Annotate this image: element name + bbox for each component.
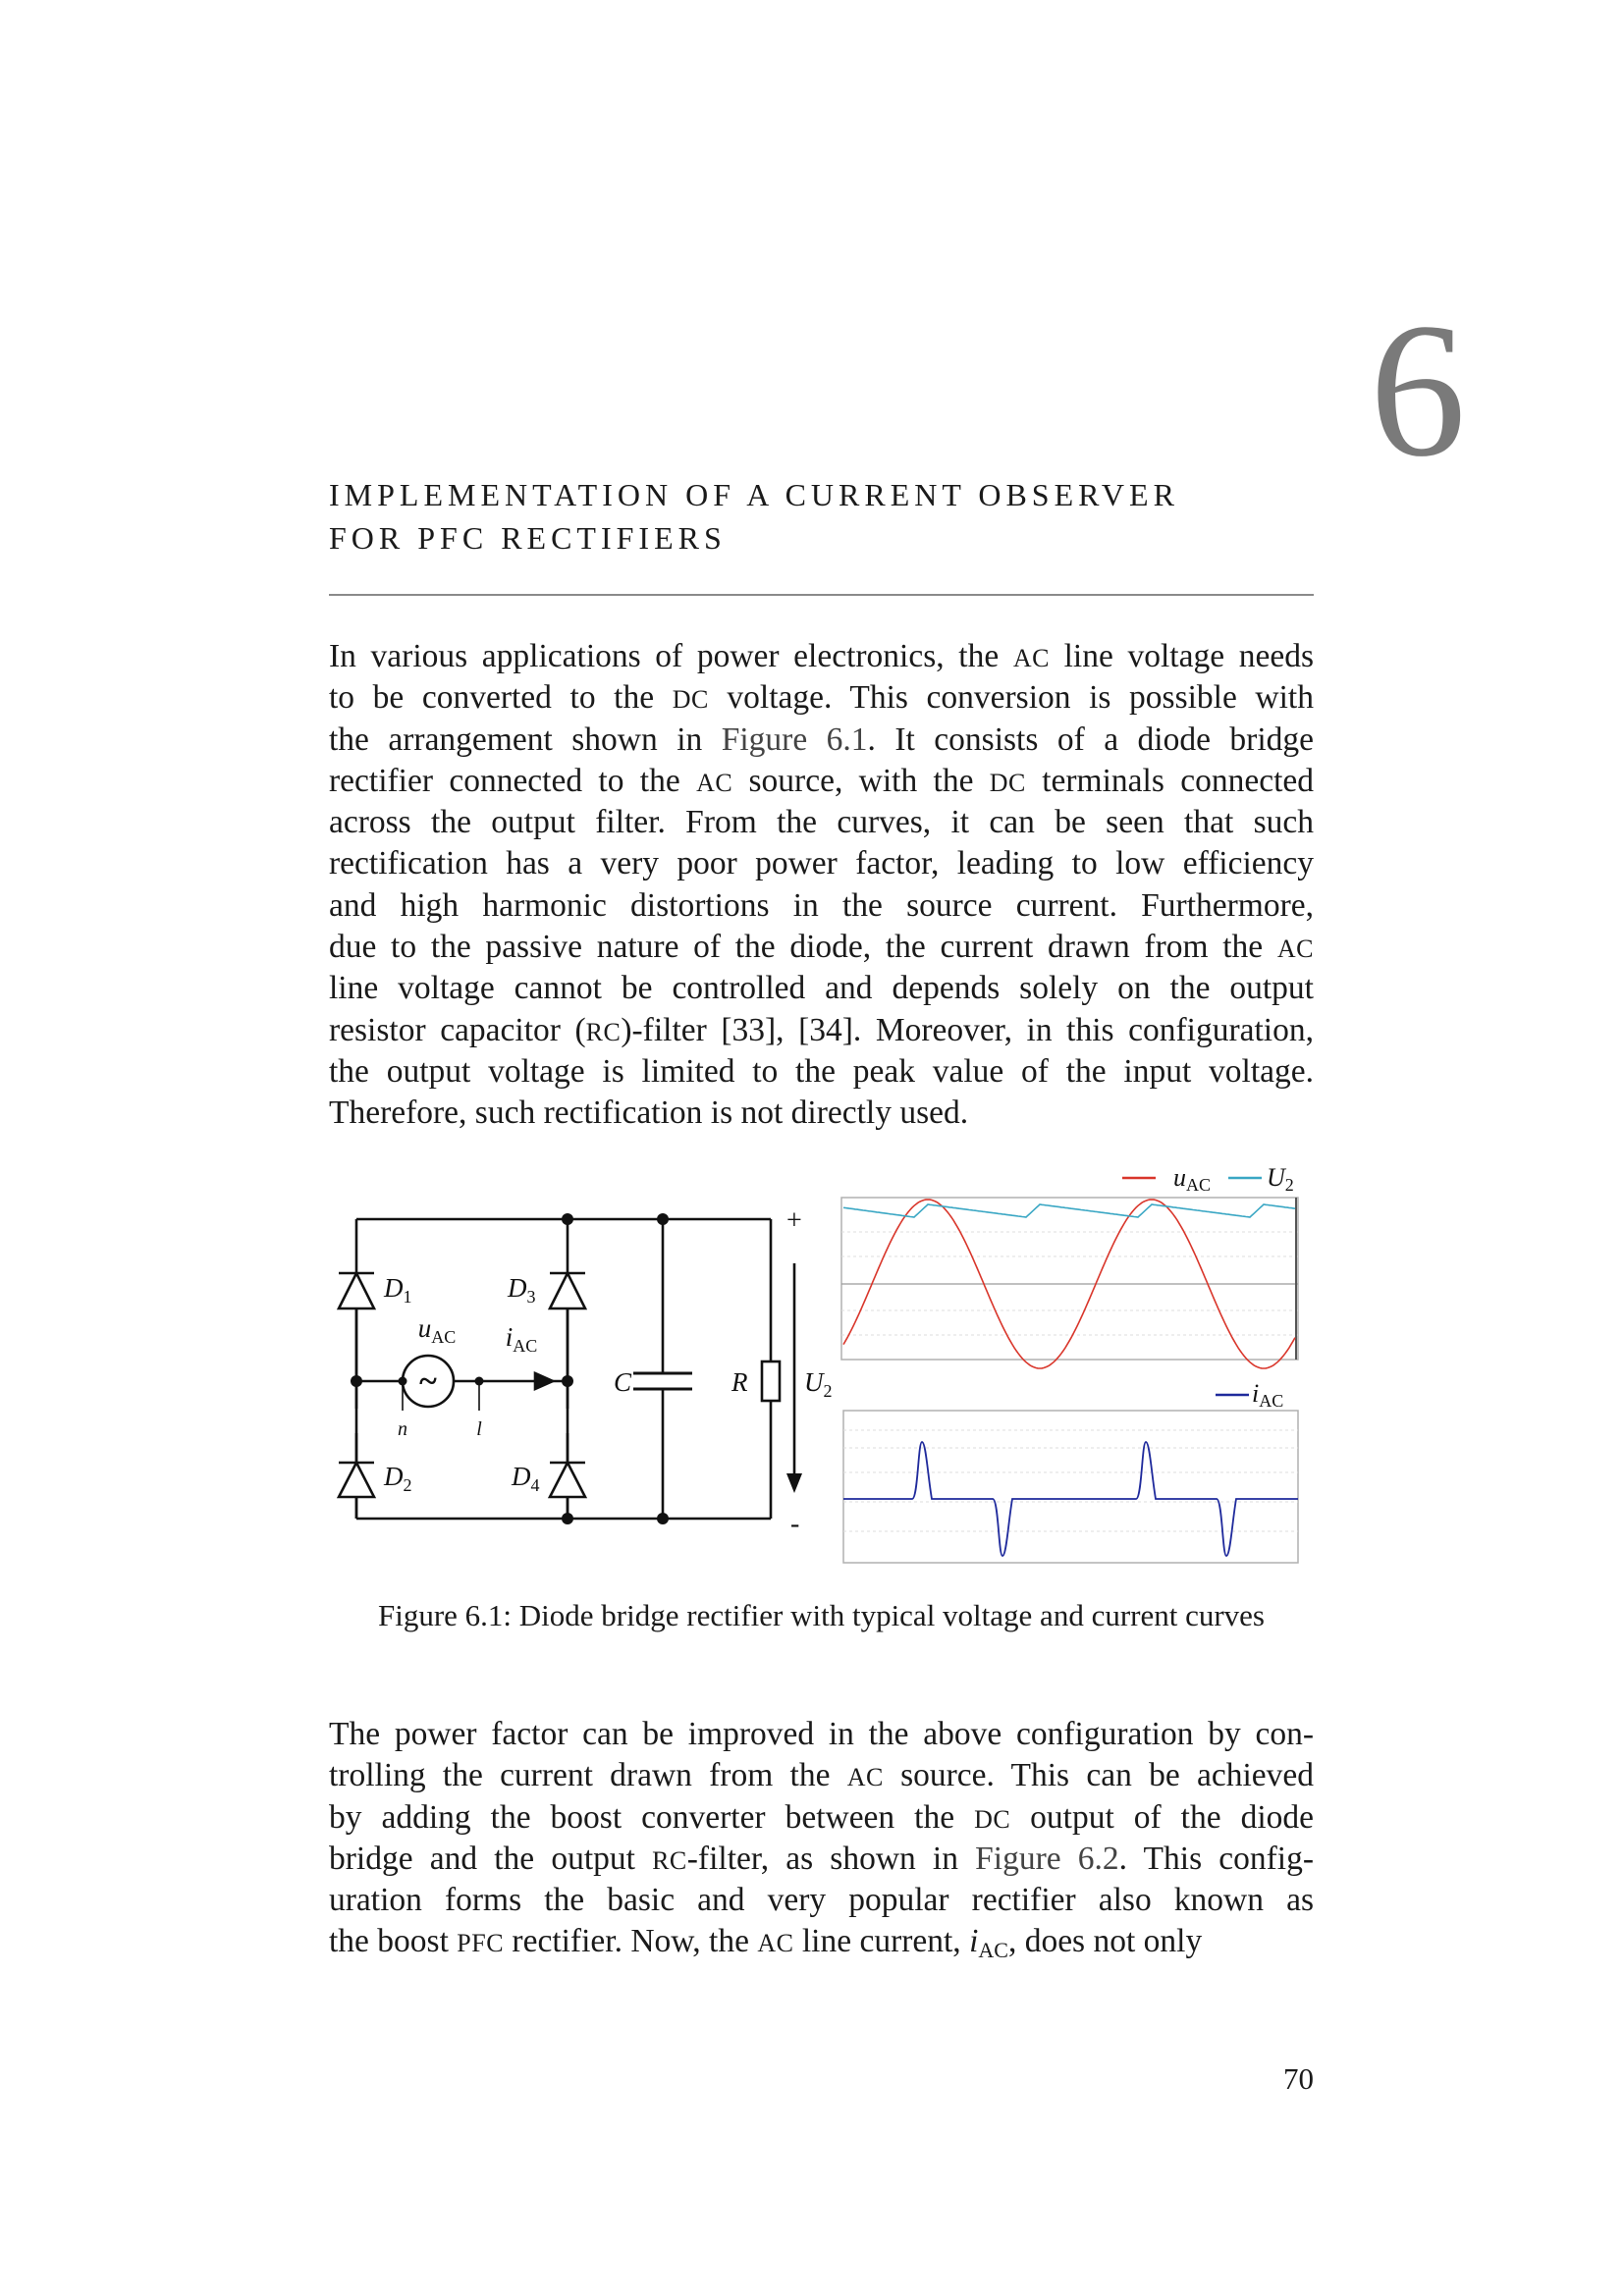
text-line: the boost PFC rectifier. Now, the AC line current, iAC, does not only bbox=[329, 1923, 1203, 1963]
label-node-n: n bbox=[398, 1418, 407, 1440]
text-line: the output voltage is limited to the peak value of the input voltage. bbox=[329, 1052, 1314, 1090]
text-line: the arrangement shown in Figure 6.1. It consists of a diode bridge bbox=[329, 721, 1315, 758]
diode-d1 bbox=[339, 1273, 374, 1308]
circuit-diagram bbox=[339, 1219, 794, 1519]
figure-reference-link[interactable]: Figure 6.2 bbox=[975, 1840, 1119, 1877]
label-resistor: R bbox=[731, 1367, 748, 1397]
text-line: resistor capacitor (RC)-filter [33], [34]. Moreover, in this configuration, bbox=[329, 1011, 1314, 1048]
label-d1: $D_1$ bbox=[384, 1273, 412, 1307]
text-line: rectification has a very poor power factor, leading to low efficiency bbox=[329, 845, 1314, 882]
text-line: due to the passive nature of the diode, the current drawn from the AC bbox=[329, 929, 1314, 966]
label-plus: + bbox=[786, 1205, 802, 1236]
plot-voltage-frame bbox=[841, 1198, 1298, 1360]
legend-uac-label: uAC bbox=[1173, 1163, 1212, 1195]
current-arrow-icon bbox=[535, 1373, 553, 1389]
diode-d3 bbox=[550, 1273, 585, 1308]
paragraph-1 bbox=[329, 636, 1314, 1135]
chapter-title-line-2: FOR PFC RECTIFIERS bbox=[329, 520, 727, 556]
figure-reference-link[interactable]: Figure 6.1 bbox=[721, 721, 868, 758]
figure-caption: Figure 6.1: Diode bridge rectifier with typical voltage and current curves bbox=[378, 1598, 1265, 1632]
sine-source-icon: ~ bbox=[419, 1363, 437, 1400]
text-line: line voltage cannot be controlled and depends solely on the output bbox=[329, 970, 1314, 1007]
label-capacitor: C bbox=[614, 1367, 632, 1397]
label-d2: $D_2$ bbox=[384, 1462, 412, 1495]
text-line: across the output filter. From the curves, it can be seen that such bbox=[329, 804, 1314, 841]
text-line: and high harmonic distortions in the source current. Furthermore, bbox=[329, 886, 1314, 924]
text-line: to be converted to the DC voltage. This conversion is possible with bbox=[329, 679, 1314, 717]
label-d3: $D_3$ bbox=[508, 1273, 536, 1307]
text-line: bridge and the output RC-filter, as shown in Figure 6.2. This config- bbox=[329, 1840, 1314, 1877]
chapter-title bbox=[329, 473, 1311, 560]
text-line: The power factor can be improved in the above configuration by con- bbox=[329, 1716, 1314, 1752]
capacitor-plates bbox=[633, 1373, 692, 1389]
label-uac: $u_{AC}$ bbox=[417, 1313, 457, 1347]
legend-iac-label: iAC bbox=[1252, 1379, 1284, 1411]
paragraph-2 bbox=[329, 1714, 1314, 1963]
label-u2: $U_2$ bbox=[804, 1367, 833, 1401]
text-line: trolling the current drawn from the AC source. This can be achieved bbox=[329, 1757, 1314, 1794]
label-minus: - bbox=[790, 1509, 800, 1539]
resistor-body bbox=[762, 1362, 780, 1401]
chapter-number: 6 bbox=[1370, 284, 1466, 497]
diode-d2 bbox=[339, 1463, 374, 1497]
page-number: 70 bbox=[1283, 2061, 1314, 2096]
chapter-rule bbox=[329, 594, 1314, 596]
chapter-title-line-1: IMPLEMENTATION OF A CURRENT OBSERVER bbox=[329, 477, 1179, 512]
figure-6-1 bbox=[329, 1153, 1314, 1585]
plot-current bbox=[843, 1379, 1298, 1563]
figure-svg bbox=[329, 1153, 1314, 1585]
text-line: In various applications of power electronics, the AC line voltage needs bbox=[329, 638, 1314, 674]
text-line: uration forms the basic and very popular rectifier also known as bbox=[329, 1882, 1314, 1919]
label-iac: $i_{AC}$ bbox=[505, 1322, 538, 1356]
text-line: rectifier connected to the AC source, with the DC terminals connected bbox=[329, 762, 1314, 799]
diode-d4 bbox=[550, 1463, 585, 1497]
u2-arrow-icon bbox=[786, 1473, 802, 1493]
plot-voltage bbox=[841, 1163, 1298, 1368]
text-line: by adding the boost converter between the DC output of the diode bbox=[329, 1798, 1314, 1836]
text-line: Therefore, such rectification is not directly used. bbox=[329, 1095, 969, 1132]
label-d4: $D_4$ bbox=[512, 1462, 540, 1495]
legend-u2-label: U2 bbox=[1267, 1163, 1294, 1195]
label-node-l: l bbox=[476, 1418, 482, 1440]
